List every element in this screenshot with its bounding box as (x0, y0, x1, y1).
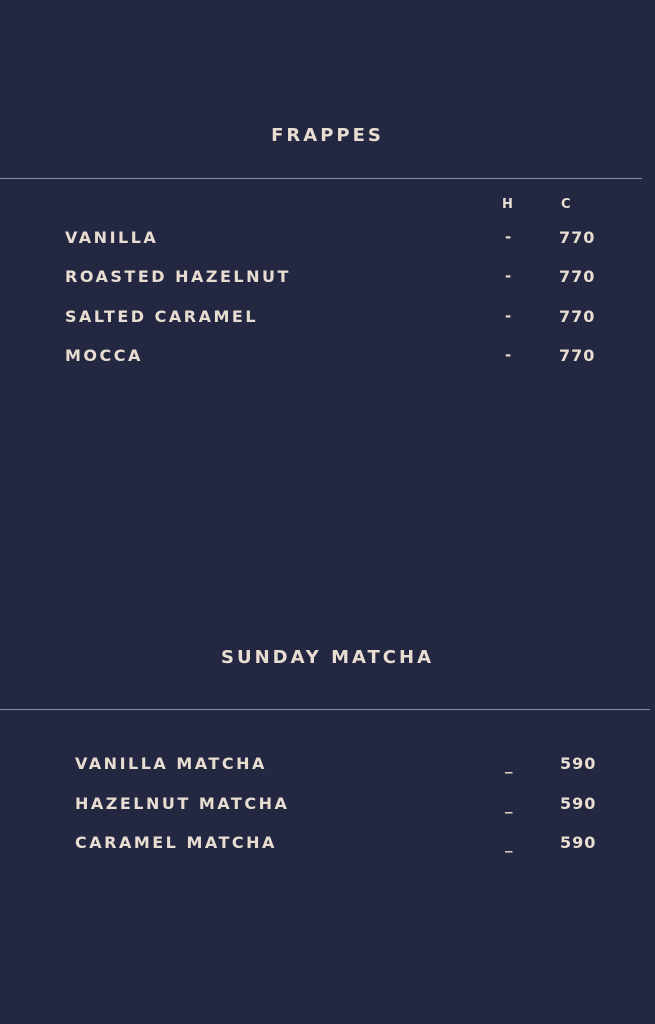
item-name: HAZELNUT MATCHA (75, 794, 290, 813)
menu-item (75, 794, 615, 818)
menu-item (75, 833, 615, 857)
item-price-c: 590 (560, 794, 597, 813)
item-name: MOCCA (65, 346, 143, 365)
item-name: ROASTED HAZELNUT (65, 267, 291, 286)
item-price-h: _ (505, 756, 515, 774)
item-price-c: 770 (559, 228, 596, 247)
item-price-h: - (505, 267, 514, 285)
item-price-h: - (505, 346, 514, 364)
item-price-c: 770 (559, 307, 596, 326)
item-price-c: 770 (559, 267, 596, 286)
menu-item (65, 346, 605, 370)
frappes-title: FRAPPES (271, 125, 384, 146)
matcha-divider (0, 709, 650, 710)
menu-item (65, 307, 605, 331)
frappes-divider (0, 178, 642, 179)
menu-item (65, 228, 605, 252)
matcha-title: SUNDAY MATCHA (220, 647, 435, 668)
item-price-h: - (505, 228, 514, 246)
column-header-h: H (502, 197, 514, 212)
item-name: CARAMEL MATCHA (75, 833, 277, 852)
item-price-h: _ (505, 796, 515, 814)
item-price-h: - (505, 307, 514, 325)
item-price-h: _ (505, 835, 515, 853)
column-header-c: C (561, 197, 572, 212)
item-price-c: 590 (560, 754, 597, 773)
item-name: SALTED CARAMEL (65, 307, 259, 326)
item-name: VANILLA MATCHA (75, 754, 267, 773)
menu-item (65, 267, 605, 291)
menu-item (75, 754, 615, 778)
item-price-c: 590 (560, 833, 597, 852)
item-price-c: 770 (559, 346, 596, 365)
item-name: VANILLA (65, 228, 159, 247)
